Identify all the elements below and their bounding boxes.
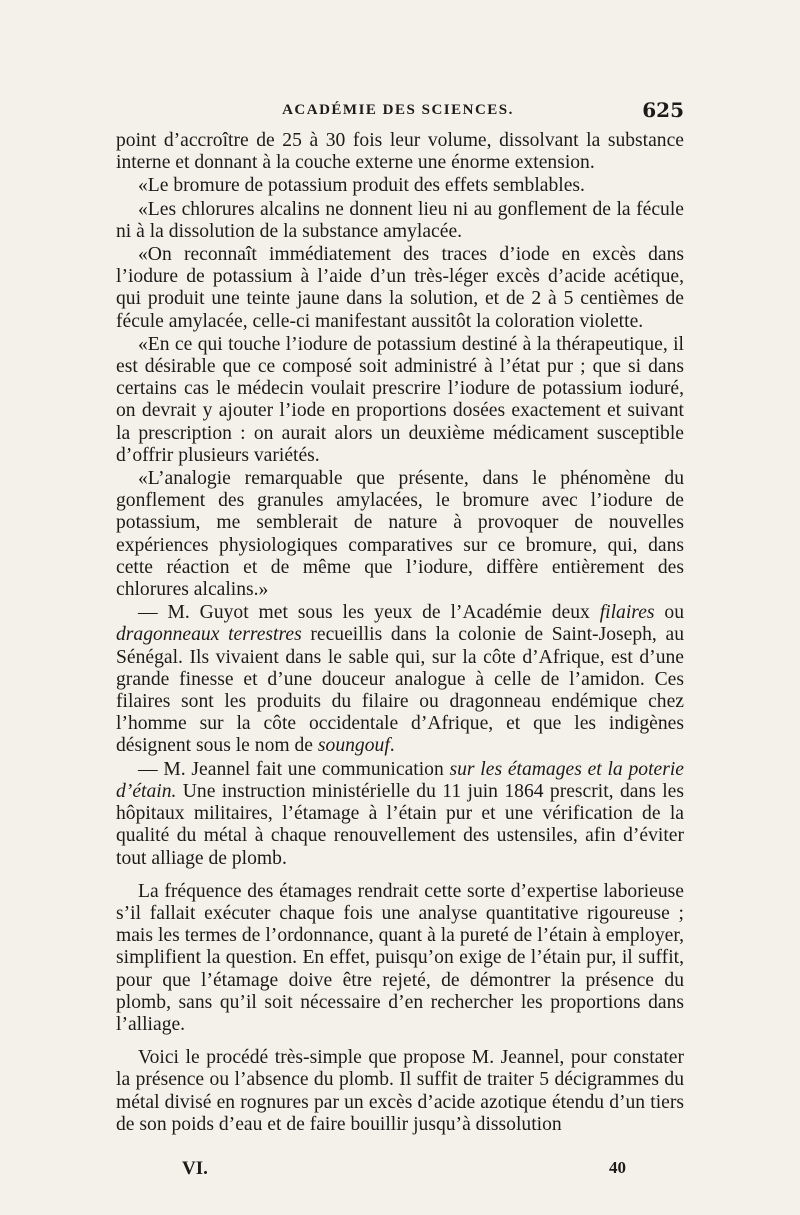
guyot-italic-soungouf: soungouf — [317, 735, 390, 757]
jeannel-italic-title: sur les étamages et la poterie d’étain. — [116, 758, 684, 802]
paragraph-chlorures: «Les chlorures alcalins ne donnent lieu ni au gonflement de la fécule ni à la dissolution de la substance amylacée. — [116, 198, 684, 242]
guyot-mid2: recueillis dans la colonie de Saint-Joseph, au Sénégal. Ils vivaient dans le sable qui, sur la côte d’Afrique, est d’une grande finesse et d’une douceur analogue à celle de l’amidon. Ces filaires sont les produits du filaire ou dragonneau endémique chez l’homme sur la côte occidentale d’Afrique, et que les indigènes désignent sous le nom de — [116, 624, 684, 757]
page-footer — [116, 1158, 684, 1184]
paragraph-bromure: «Le bromure de potassium produit des effets semblables. — [138, 175, 585, 197]
jeannel-lead: — M. Jeannel fait une communication — [138, 758, 450, 780]
running-title: ACADÉMIE DES SCIENCES. — [282, 102, 514, 118]
paragraph-analogie: «L’analogie remarquable que présente, dans le phénomène du gonflement des granules amylacées, le bromure avec l’iodure de potassium, me semblerait de nature à provoquer de nouvelles expériences physiologiques comparatives sur ce bromure, qui, dans cette réaction et de même que l’iodure, diffère entièrement des chlorures alcalins.» — [116, 468, 684, 601]
page-header — [112, 98, 684, 128]
paragraph-jeannel — [116, 759, 684, 870]
paragraph-therapeutique: «En ce qui touche l’iodure de potassium destiné à la thérapeutique, il est désirable que ce composé soit administré à l’état pur ; que si dans certains cas le médecin voulait prescrire l’iodure de potassium ioduré, on devrait y ajouter l’iode en proportions dosées exactement et suivant la prescription : on aurait alors un deuxième médicament susceptible d’offrir plusieurs variétés. — [116, 333, 684, 466]
page-number: 625 — [642, 98, 684, 122]
jeannel-rest: Une instruction ministérielle du 11 juin 1864 prescrit, dans les hôpitaux militaires, l’étamage à l’étain pur et une vérification de la qualité du métal à chaque renouvellement des ustensiles, afin d’éviter tout alliage de plomb. — [116, 780, 684, 869]
signature-number: 40 — [609, 1158, 626, 1177]
paragraph-iode-detection: «On reconnaît immédiatement des traces d’iode en excès dans l’iodure de potassium à l’aide d’un très-léger excès d’acide acétique, qui produit une teinte jaune dans la solution, et de 2 à 5 centièmes de fécule amylacée, celle-ci manifestant aussitôt la coloration violette. — [116, 244, 684, 332]
guyot-italic-filaires: filaires — [599, 602, 655, 624]
guyot-italic-dragonneaux: dragonneaux terrestres — [116, 624, 302, 646]
paragraph-continued: point d’accroître de 25 à 30 fois leur volume, dissolvant la substance interne et donnant à la couche externe une énorme extension. — [116, 130, 684, 174]
signature-mark: VI. — [182, 1158, 208, 1179]
guyot-end: . — [389, 735, 395, 757]
paragraph-guyot — [116, 602, 684, 757]
guyot-lead: — M. Guyot met sous les yeux de l’Académie deux — [138, 602, 600, 624]
paragraph-frequence: La fréquence des étamages rendrait cette sorte d’expertise laborieuse s’il fallait exécuter chaque fois une analyse quantitative rigoureuse ; mais les termes de l’ordonnance, quant à la pureté de l’étain à employer, simplifient la question. En effet, puisqu’on exige de l’étain pur, il suffit, pour que l’étamage doive être rejeté, de démontrer la présence du plomb, sans qu’il soit nécessaire d’en rechercher les proportions dans l’alliage. — [116, 880, 684, 1035]
guyot-mid1: ou — [654, 602, 684, 624]
body-text — [116, 130, 684, 1137]
paragraph-procede: Voici le procédé très-simple que propose M. Jeannel, pour constater la présence ou l’absence du plomb. Il suffit de traiter 5 décigrammes du métal divisé en rognures par un excès d’acide azotique étendu d’un tiers de son poids d’eau et de faire bouillir jusqu’à dissolution — [116, 1047, 684, 1135]
